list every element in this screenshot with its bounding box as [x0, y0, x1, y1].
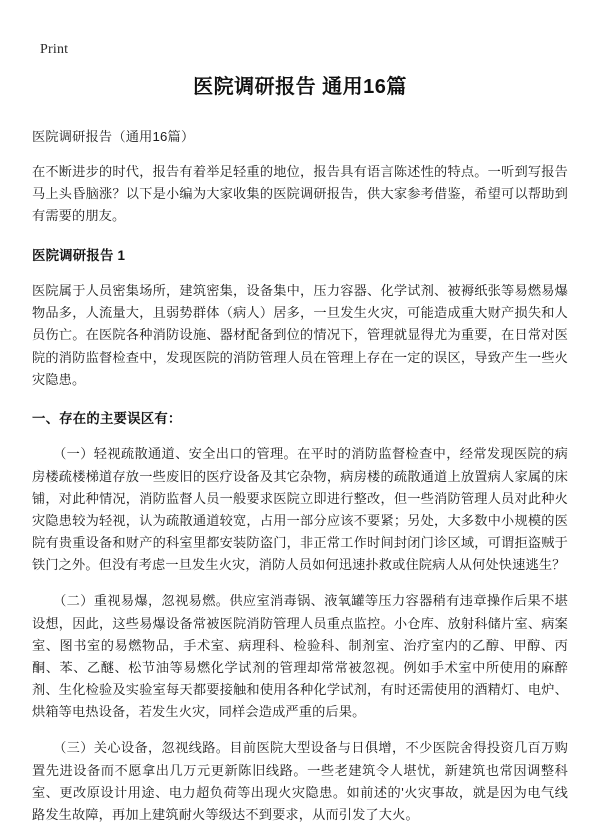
print-link[interactable]: Print [40, 42, 69, 57]
part-one-heading: 一、存在的主要误区有： [32, 410, 182, 426]
item-one-paragraph: （一）轻视疏散通道、安全出口的管理。在平时的消防监督检查中，经常发现医院的病房楼疏楼梯道存放一些废旧的医疗设备及其它杂物，病房楼的疏散通道上放置病人家属的床铺，对此种情况，消防监督人员一般要求医院立即进行整改，但一些消防管理人员对此种火灾隐患较为轻视，认为疏散通道较宽，占用一部分应该不要紧；另处，大多数中小规模的医院有贵重设备和财产的科室里都安装防盗门，非正常工作时间封闭门诊区域，可谓拒盗贼于铁门之外。但没有考虑一旦发生火灾，消防人员如何迅速扑救或住院病人从何处快速逃生？ [32, 446, 568, 573]
section-heading-1: 医院调研报告 1 [32, 247, 126, 263]
item-three-paragraph: （三）关心设备，忽视线路。目前医院大型设备与日俱增，不少医院舍得投资几百万购置先进设备而不愿拿出几万元更新陈旧线路。一些老建筑令人堪忧，新建筑也常因调整科室、更改原设计用途、电力超负荷等出现火灾隐患。如前述的'火灾事故，就是因为电气线路发生故障，再加上建筑耐火等级达不到要求，从而引发了大火。 [32, 740, 568, 822]
section-intro-paragraph: 医院属于人员密集场所，建筑密集，设备集中，压力容器、化学试剂、被褥纸张等易燃易爆物品多，人流量大，且弱势群体（病人）居多，一旦发生火灾，可能造成重大财产损失和人员伤亡。在医院各种消防设施、器材配备到位的情况下，管理就显得尤为重要，在日常对医院的消防监督检查中，发现医院的消防管理人员在管理上存在一定的误区，导致产生一些火灾隐患。 [32, 283, 568, 387]
intro-paragraph: 在不断进步的时代，报告有着举足轻重的地位，报告具有语言陈述性的特点。一听到写报告马上头昏脑涨？以下是小编为大家收集的医院调研报告，供大家参考借鉴，希望可以帮助到有需要的朋友。 [32, 164, 568, 224]
page-title: 医院调研报告 通用16篇 [193, 76, 407, 98]
document-content [32, 72, 568, 826]
document-subtitle: 医院调研报告（通用16篇） [32, 129, 195, 144]
item-two-paragraph: （二）重视易爆，忽视易燃。供应室消毒锅、液氧罐等压力容器稍有违章操作后果不堪设想，因此，这些易爆设备常被医院消防管理人员重点监控。小仓库、放射科储片室、病案室、图书室的易燃物品，手术室、病理科、检验科、制剂室、治疗室内的乙醇、甲醇、丙酮、苯、乙醚、松节油等易燃化学试剂的管理却常常被忽视。例如手术室中所使用的麻醉剂、生化检验及实验室每天都要接触和使用各种化学试剂，有时还需使用的酒精灯、电炉、烘箱等电热设备，若发生火灾，同样会造成严重的后果。 [32, 593, 568, 720]
